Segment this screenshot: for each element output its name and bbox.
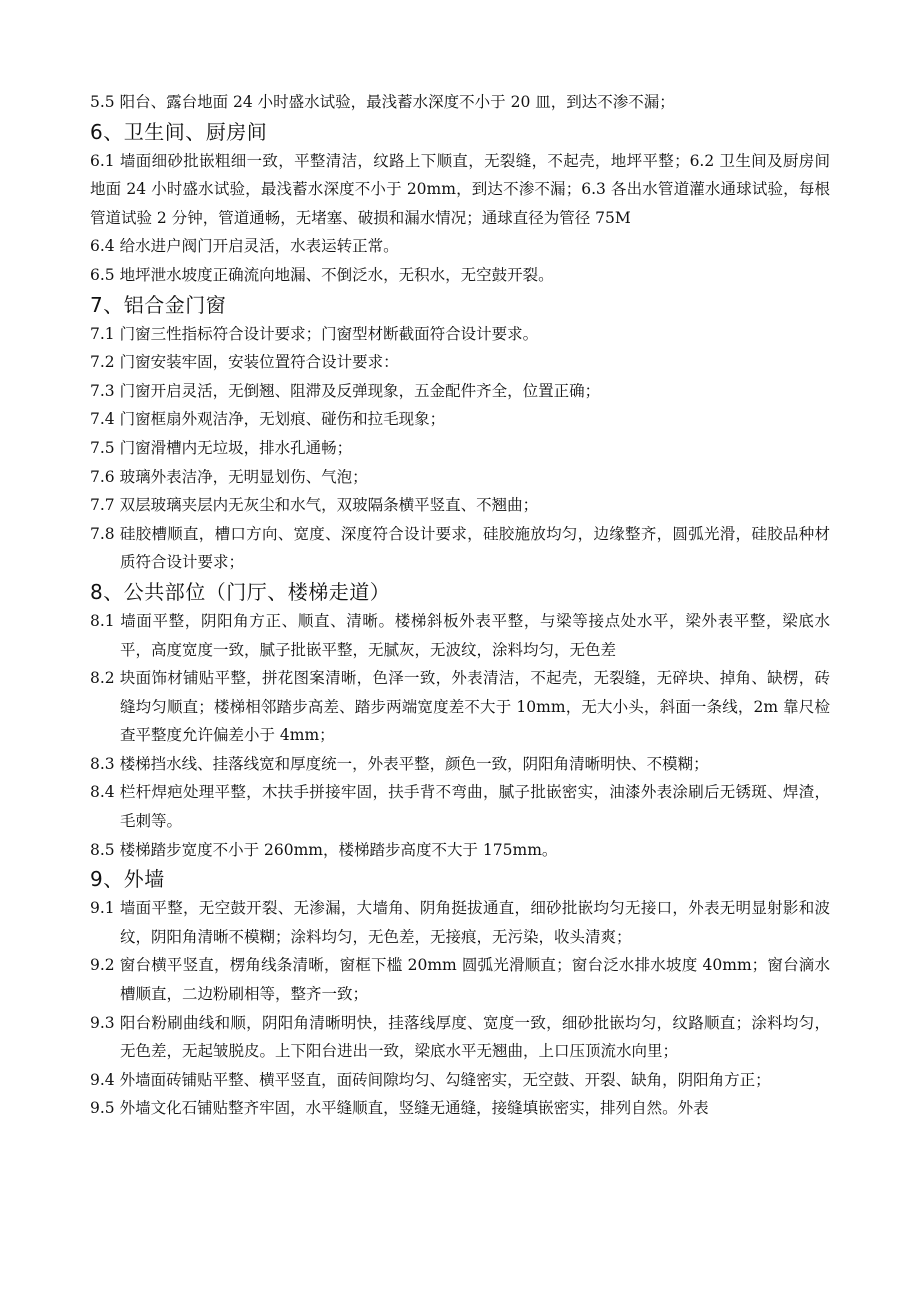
clause-7-5: 7.5 门窗滑槽内无垃圾，排水孔通畅；	[90, 438, 353, 457]
clause-9-3: 9.3 阳台粉刷曲线和顺，阴阳角清晰明快，挂落线厚度、宽度一致，细砂批嵌均匀，纹路顺直；涂料均匀，无色差，无起皱脱皮。上下阳台进出一致，梁底水平无翘曲，上口压顶流水向里；	[90, 1013, 830, 1061]
clause-6-1: 6.1 墙面细砂批嵌粗细一致，平整清洁，纹路上下顺直，无裂缝，不起壳，地坪平整；6.2 卫生间及厨房间地面 24 小时盛水试验，最浅蓄水深度不小于 20mm，到达不渗不漏；6.3 各出水管道灌水通球试验，每根管道试验 2 分钟，管道通畅，无堵塞、破损和漏水情况；通球直径为管径 75M	[90, 151, 830, 227]
clause-7-1: 7.1 门窗三性指标符合设计要求；门窗型材断截面符合设计要求。	[90, 324, 539, 343]
clause-6-4: 6.4 给水进户阀门开启灵活，水表运转正常。	[90, 237, 399, 256]
clause-9-4: 9.4 外墙面砖铺贴平整、横平竖直，面砖间隙均匀、勾缝密实，无空鼓、开裂、缺角，阴阳角方正；	[90, 1070, 771, 1089]
clause-9-2: 9.2 窗台横平竖直，楞角线条清晰，窗框下槛 20mm 圆弧光滑顺直；窗台泛水排水坡度 40mm；窗台滴水槽顺直，二边粉刷相等，整齐一致；	[90, 956, 830, 1004]
clause-7-6: 7.6 玻璃外表洁净，无明显划伤、气泡；	[90, 467, 368, 486]
clause-7-8: 7.8 硅胶槽顺直，槽口方向、宽度、深度符合设计要求，硅胶施放均匀，边缘整齐，圆弧光滑，硅胶品种材质符合设计要求；	[90, 524, 830, 572]
clause-6-5: 6.5 地坪泄水坡度正确流向地漏、不倒泛水，无积水，无空鼓开裂。	[90, 265, 554, 284]
clause-9-1: 9.1 墙面平整，无空鼓开裂、无渗漏，大墙角、阴角挺拔通直，细砂批嵌均匀无接口，外表无明显射影和波纹，阴阳角清晰不模糊；涂料均匀，无色差，无接痕，无污染，收头清爽；	[90, 899, 830, 946]
clause-7-2: 7.2 门窗安装牢固，安装位置符合设计要求：	[90, 353, 399, 372]
document-page	[90, 88, 830, 1123]
clause-8-1: 8.1 墙面平整，阴阳角方正、顺直、清晰。楼梯斜板外表平整，与梁等接点处水平，梁外表平整，梁底水平，高度宽度一致，腻子批嵌平整，无腻灰，无波纹，涂料均匀，无色差	[90, 611, 830, 659]
clause-5-5: 5.5 阳台、露台地面 24 小时盛水试验，最浅蓄水深度不小于 20 皿，到达不渗不漏；	[90, 93, 675, 111]
clause-7-7: 7.7 双层玻璃夹层内无灰尘和水气，双玻隔条横平竖直、不翘曲；	[90, 496, 539, 515]
clause-8-2: 8.2 块面饰材铺贴平整，拼花图案清晰，色泽一致，外表清洁，不起壳，无裂缝，无碎块、掉角、缺楞，砖缝均匀顺直；楼梯相邻踏步高差、踏步两端宽度差不大于 10mm，无大小头，斜面一条线，2m 靠尺检查平整度允许偏差小于 4mm；	[90, 669, 830, 745]
section-heading-8: 8、公共部位（门厅、楼梯走道）	[90, 579, 391, 604]
clause-8-3: 8.3 楼梯挡水线、挂落线宽和厚度统一，外表平整，颜色一致，阴阳角清晰明快、不模糊；	[90, 754, 709, 773]
section-heading-9: 9、外墙	[90, 867, 165, 892]
clause-8-4: 8.4 栏杆焊疤处理平整，木扶手拼接牢固，扶手背不弯曲，腻子批嵌密实，油漆外表涂刷后无锈斑、焊渣，毛刺等。	[90, 783, 830, 831]
clause-7-3: 7.3 门窗开启灵活，无倒翘、阻滞及反弹现象，五金配件齐全，位置正确；	[90, 381, 601, 400]
clause-8-5: 8.5 楼梯踏步宽度不小于 260mm，楼梯踏步高度不大于 175mm。	[90, 840, 558, 859]
section-heading-7: 7、铝合金门窗	[90, 292, 227, 317]
clause-7-4: 7.4 门窗框扇外观洁净，无划痕、碰伤和拉毛现象；	[90, 410, 446, 429]
section-heading-6: 6、卫生间、厨房间	[90, 119, 268, 144]
clause-9-5: 9.5 外墙文化石铺贴整齐牢固，水平缝顺直，竖缝无通缝，接缝填嵌密实，排列自然。外表	[90, 1099, 709, 1118]
